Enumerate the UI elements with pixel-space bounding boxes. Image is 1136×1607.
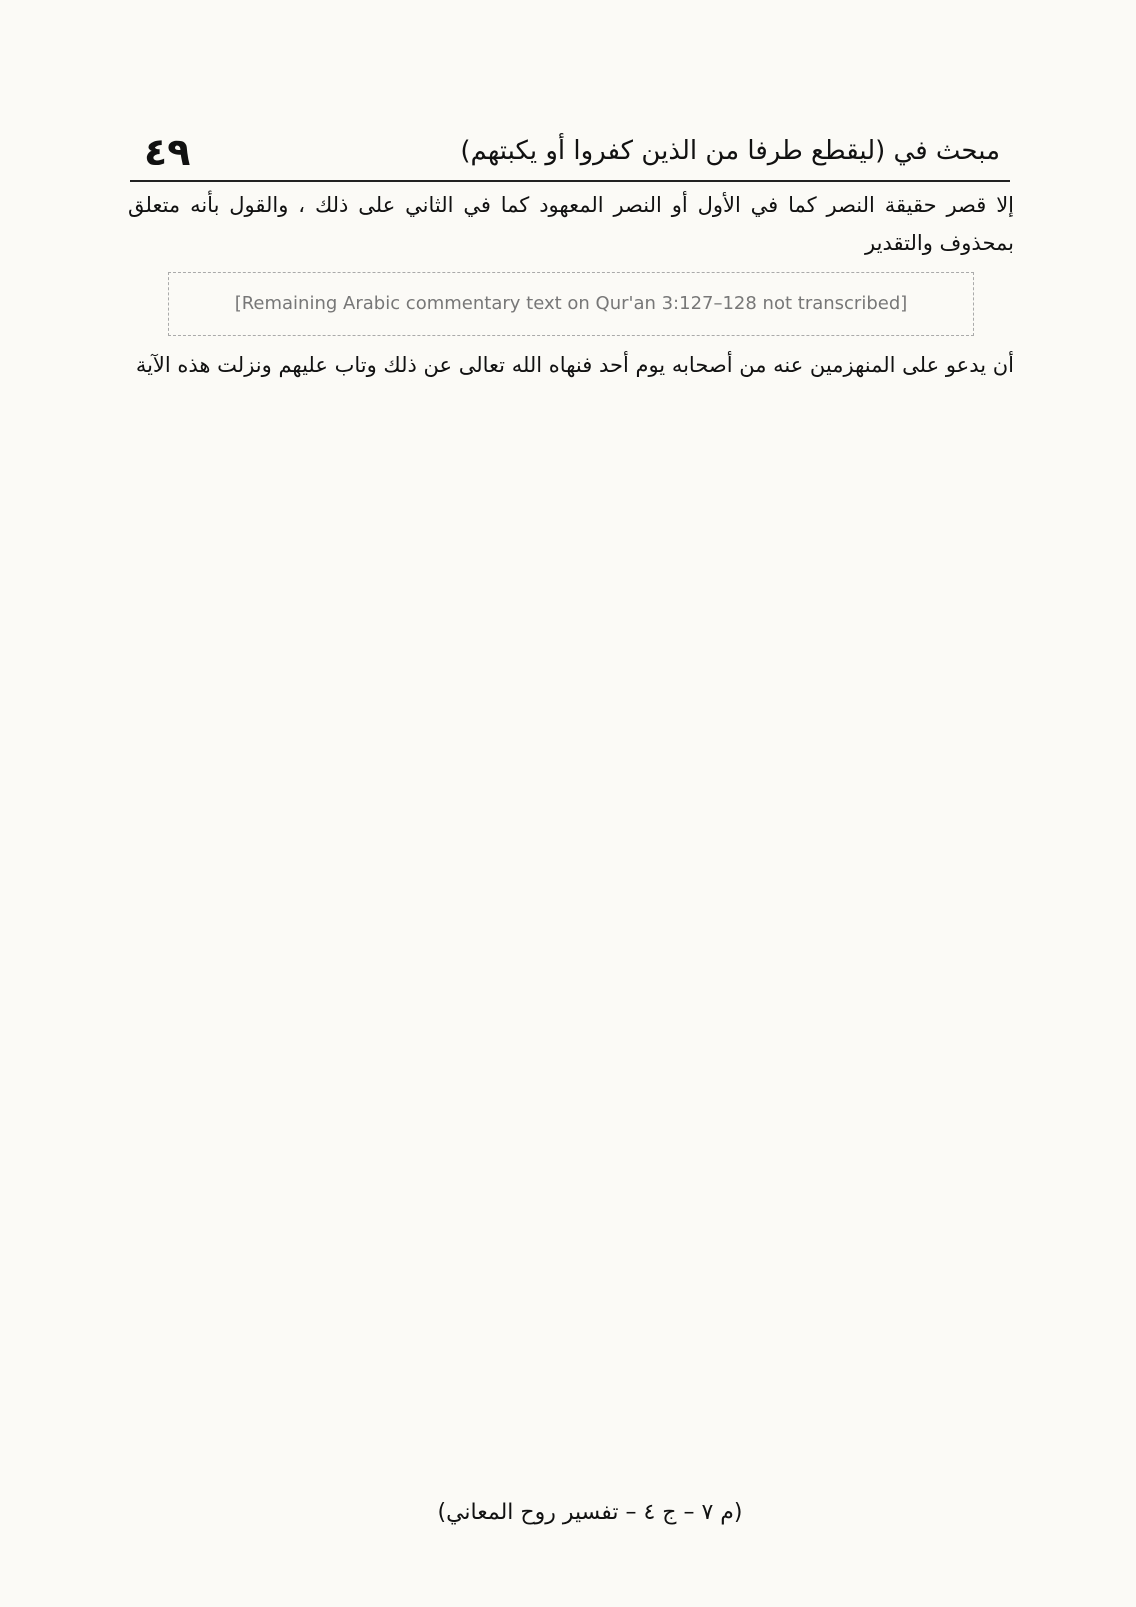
page-number: ٤٩ — [144, 130, 191, 174]
closing-line: أن يدعو على المنهزمين عنه من أصحابه يوم أحد فنهاه الله تعالى عن ذلك وتاب عليهم ونزلت هذه الآية — [135, 353, 1014, 377]
main-text — [128, 186, 1014, 1516]
opening-line: إلا قصر حقيقة النصر كما في الأول أو النصر المعهود كما في الثاني على ذلك ، والقول بأنه متعلق بمحذوف والتقدير — [128, 193, 1014, 255]
omission-note: [Remaining Arabic commentary text on Qur'an 3:127–128 not transcribed] — [168, 272, 974, 336]
page-header — [130, 128, 1010, 182]
footer-signature: (م ٧ – ج ٤ – تفسير روح المعاني) — [437, 1500, 743, 1525]
running-title: مبحث في (ليقطع طرفا من الذين كفروا أو يكبتهم) — [460, 136, 1000, 166]
